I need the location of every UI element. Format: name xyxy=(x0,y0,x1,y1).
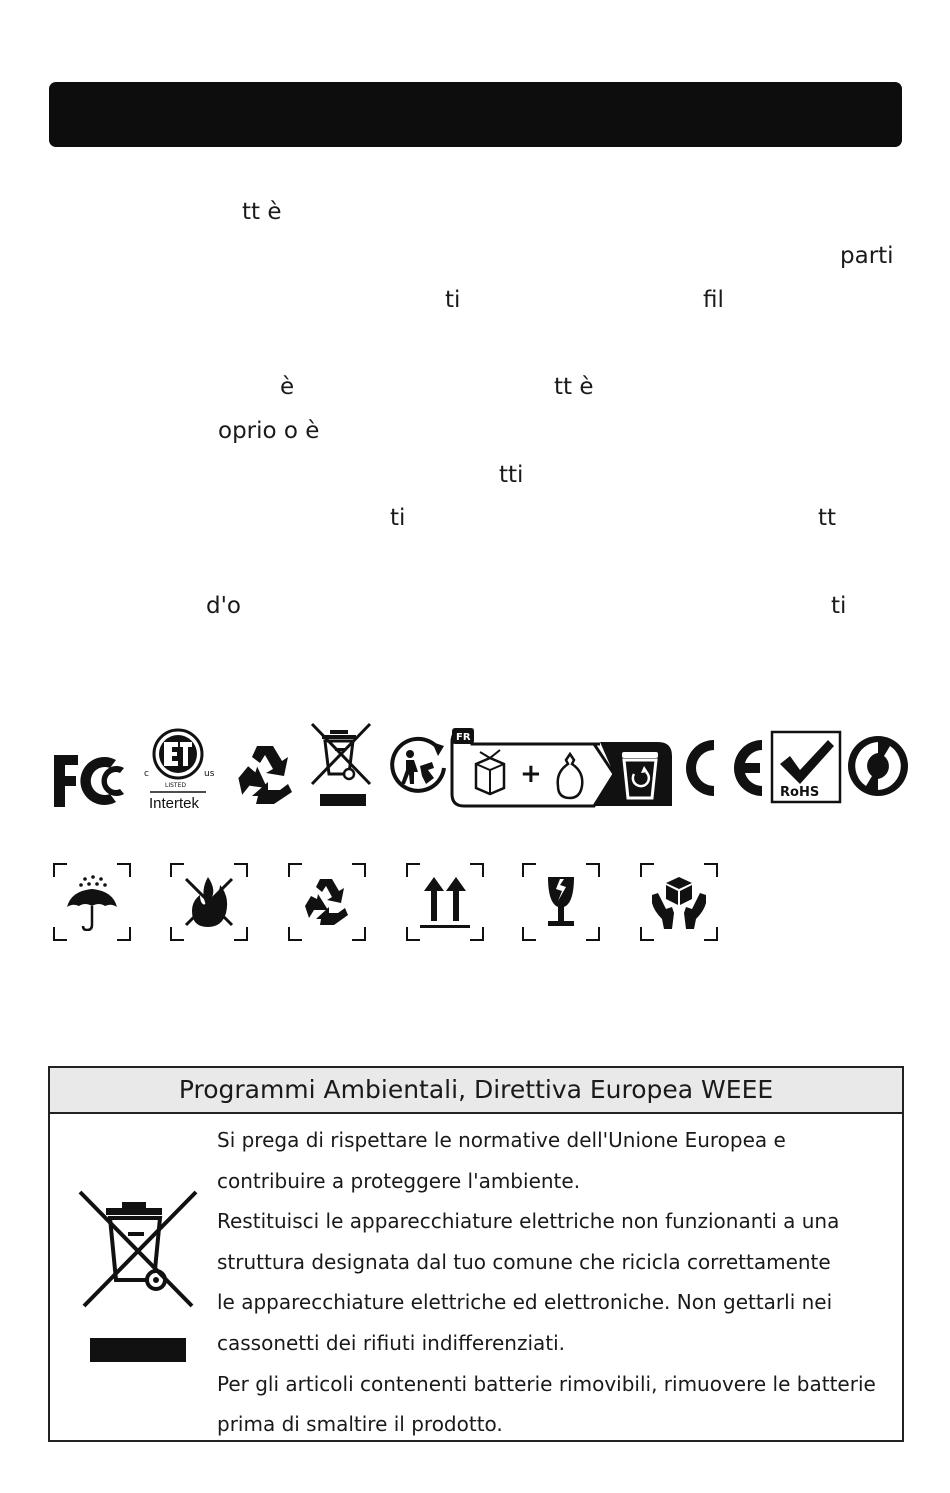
no-fire-icon xyxy=(170,863,248,941)
green-dot-icon xyxy=(846,734,910,802)
text-fragment: tti xyxy=(499,462,524,488)
weee-text xyxy=(217,1120,876,1445)
text-fragment: oprio o è xyxy=(218,418,320,444)
rohs-label: RoHS xyxy=(780,785,820,800)
weee-line: le apparecchiature elettriche ed elettroniche. Non gettarli nei xyxy=(217,1290,833,1315)
text-fragment: ti xyxy=(390,505,406,531)
triman-plus-label: + xyxy=(520,759,542,789)
fcc-logo-icon xyxy=(52,752,132,814)
weee-line: contribuire a proteggere l'ambiente. xyxy=(217,1168,581,1193)
weee-line: struttura designata dal tuo comune che ricicla correttamente xyxy=(217,1249,831,1274)
handle-with-care-icon xyxy=(640,863,718,941)
intertek-label: Intertek xyxy=(149,795,200,812)
tidyman-recycle-icon xyxy=(388,736,448,800)
text-fragment: ti xyxy=(445,287,461,313)
triman-fr-icon xyxy=(450,726,676,812)
rohs-icon xyxy=(770,730,842,808)
weee-line: Restituisci le apparecchiature elettriche non funzionanti a una xyxy=(217,1209,840,1234)
text-fragment: tt è xyxy=(554,374,594,400)
weee-title: Programmi Ambientali, Direttiva Europea WEEE xyxy=(50,1068,902,1114)
etl-us-label: us xyxy=(204,769,215,779)
fragile-icon xyxy=(522,863,600,941)
this-way-up-icon xyxy=(406,863,484,941)
weee-line: Per gli articoli contenenti batterie rimovibili, rimuovere le batterie xyxy=(217,1371,876,1396)
weee-line: cassonetti dei rifiuti indifferenziati. xyxy=(217,1330,566,1355)
weee-line: prima di smaltire il prodotto. xyxy=(217,1412,503,1437)
etl-intertek-icon xyxy=(140,728,220,816)
crossed-bin-icon xyxy=(76,1188,200,1370)
text-fragment: parti xyxy=(840,243,894,269)
recycle-icon xyxy=(230,740,300,814)
header-bar xyxy=(49,82,902,147)
etl-c-label: c xyxy=(144,769,149,779)
text-fragment: d'o xyxy=(206,593,241,619)
crossed-bin-icon xyxy=(308,722,374,814)
text-fragment: ti xyxy=(831,593,847,619)
triman-fr-label: FR xyxy=(456,732,471,743)
text-fragment: tt è xyxy=(242,199,282,225)
text-fragment: fil xyxy=(703,287,724,313)
weee-line: Si prega di rispettare le normative dell'Unione Europea e xyxy=(217,1128,786,1152)
keep-dry-icon xyxy=(53,863,131,941)
weee-box xyxy=(48,1066,904,1442)
text-fragment: è xyxy=(280,374,295,400)
text-fragment: tt xyxy=(818,505,837,531)
ce-mark-icon xyxy=(680,736,768,804)
etl-listed-label: LISTED xyxy=(165,782,186,789)
recyclable-icon xyxy=(288,863,366,941)
